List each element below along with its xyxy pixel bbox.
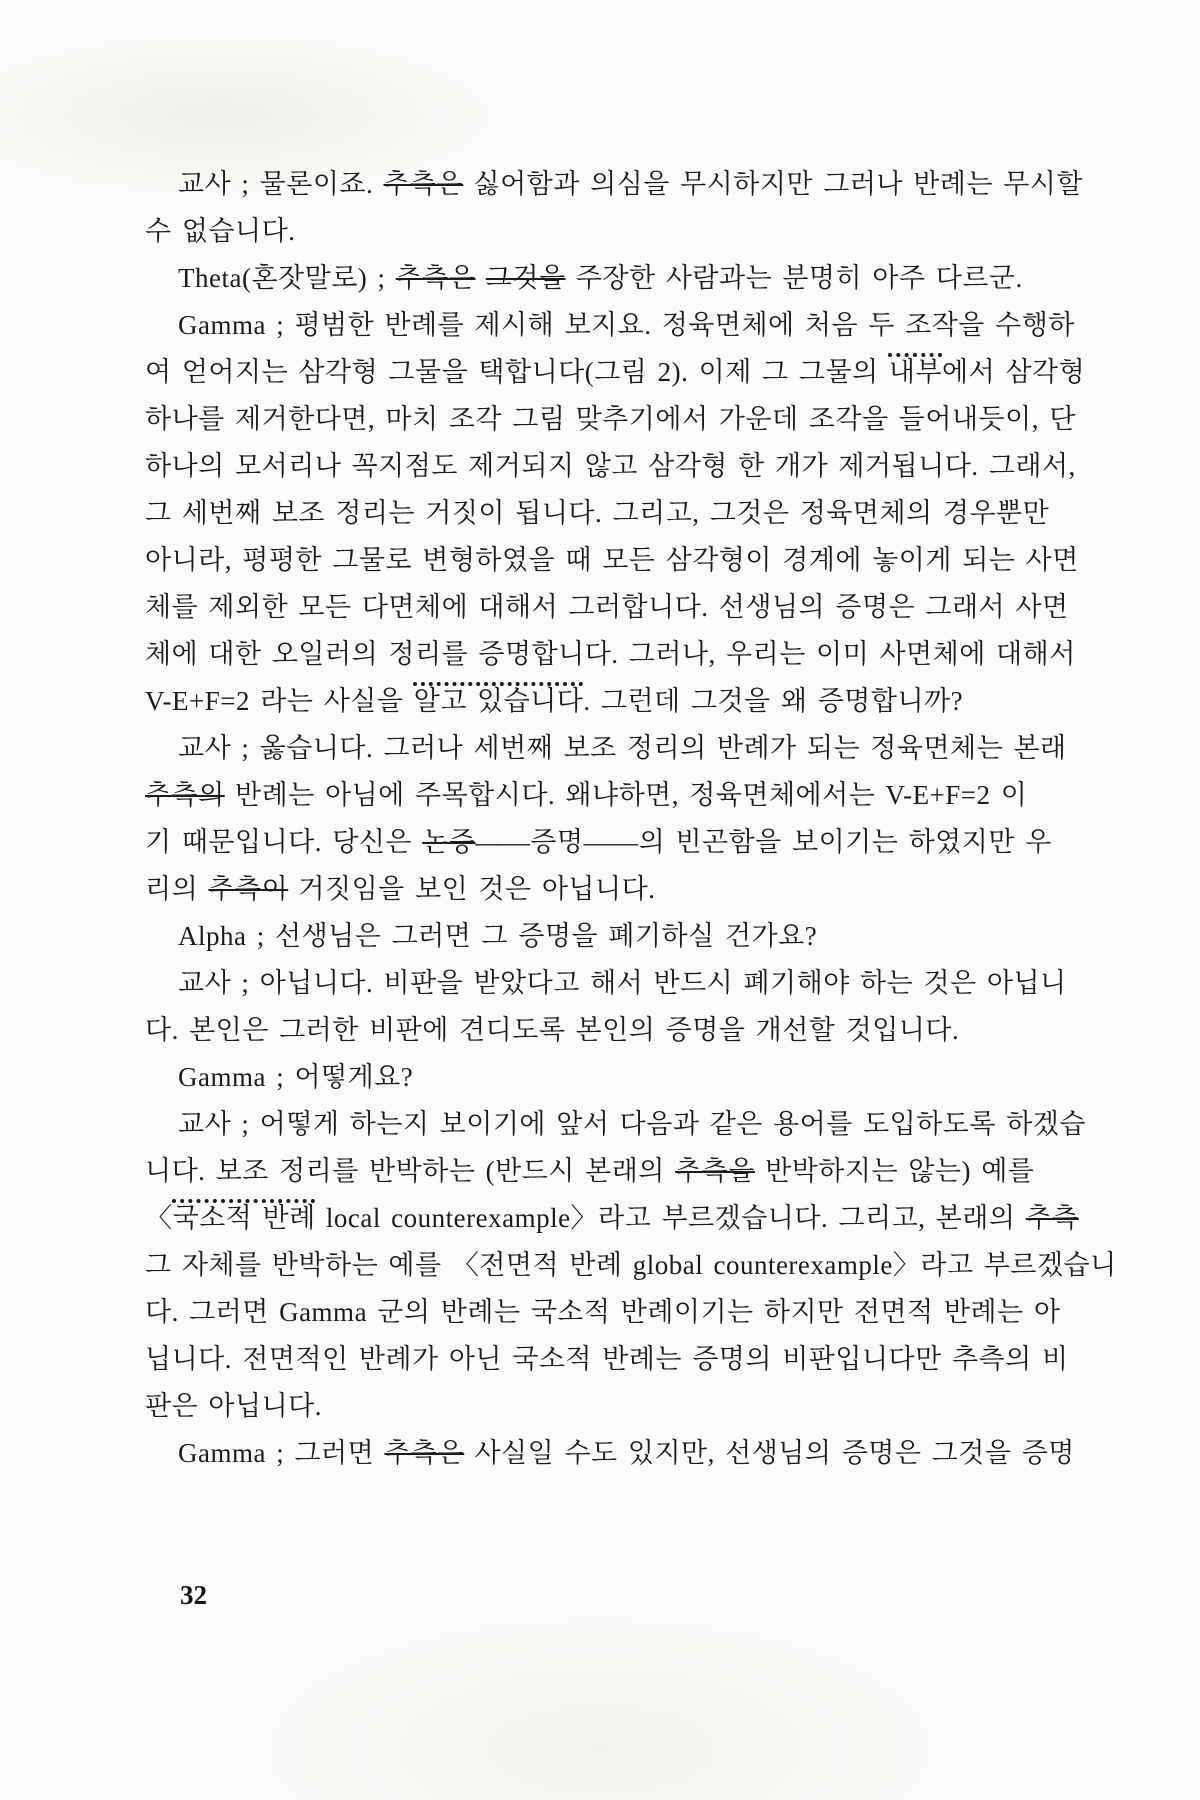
- text-run: 교사 ; 물론이죠.: [178, 169, 384, 199]
- text-line: [145, 349, 1086, 396]
- text-run: 아니라, 평평한 그물로 변형하였을 때 모든 삼각형이 경계에 놓이게 되는 사면: [145, 545, 1079, 575]
- text-line: [145, 1289, 1061, 1336]
- text-run: 체를 제외한 모든 다면체에 대해서 그러합니다. 선생님의 증명은 그래서 사면: [145, 592, 1069, 622]
- dot-emphasis-text: 내부: [888, 357, 943, 387]
- text-line: [145, 631, 1076, 678]
- text-line: [145, 1383, 1061, 1430]
- text-line: [145, 913, 1061, 960]
- text-run: 닙니다. 전면적인 반례가 아닌 국소적 반례는 증명의 비판입니다만 추측의 비: [145, 1344, 1069, 1374]
- text-run: 수 없습니다.: [145, 216, 296, 246]
- text-line: [145, 772, 1061, 819]
- text-line: [145, 725, 1067, 772]
- text-run: [476, 263, 486, 293]
- page-text: [145, 161, 1117, 1477]
- struck-emphasis-text: 그것을: [485, 263, 566, 293]
- text-run: Alpha ; 선생님은 그러면 그 증명을 폐기하실 건가요?: [178, 921, 818, 951]
- text-line: [145, 819, 1061, 866]
- text-run: 사실일 수도 있지만, 선생님의 증명은 그것을 증명: [464, 1438, 1075, 1468]
- text-line: [145, 208, 1061, 255]
- text-run: V-E+F=2 라는 사실을: [145, 686, 414, 716]
- text-line: [145, 1195, 1079, 1242]
- text-run: 여 얻어지는 삼각형 그물을 택합니다(그림 2). 이제 그 그물의: [145, 357, 889, 387]
- text-run: 다. 그러면 Gamma 군의 반례는 국소적 반례이기는 하지만 전면적 반례는 아: [145, 1297, 1061, 1327]
- struck-emphasis-text: 추측은: [395, 263, 476, 293]
- struck-emphasis-text: 논증: [422, 827, 476, 857]
- text-run: 에서 삼각형: [942, 357, 1086, 387]
- text-run: 니다. 보조 정리를 반박하는 (반드시 본래의: [145, 1156, 676, 1186]
- text-run: 반례는 아님에 주목합시다. 왜냐하면, 정육면체에서는 V-E+F=2 이: [224, 780, 1028, 810]
- text-line: [145, 1054, 1061, 1101]
- text-run: ——증명——의 빈곤함을 보이기는 하였지만 우: [475, 827, 1052, 857]
- text-run: 반박하지는 않는) 예를: [754, 1156, 1035, 1186]
- page-number: 32: [180, 1580, 207, 1610]
- text-line: [145, 255, 1061, 302]
- struck-emphasis-text: 추측은: [383, 169, 464, 199]
- text-line: [145, 1148, 1061, 1195]
- text-run: Gamma ; 어떻게요?: [178, 1062, 414, 1092]
- text-line: [145, 1007, 1061, 1054]
- text-run: 그 세번째 보조 정리는 거짓이 됩니다. 그리고, 그것은 정육면체의 경우뿐만: [145, 498, 1050, 528]
- text-run: 판은 아닙니다.: [145, 1391, 322, 1421]
- text-run: 싫어함과 의심을 무시하지만 그러나 반례는 무시할: [463, 169, 1083, 199]
- struck-emphasis-text: 추측의: [145, 780, 225, 810]
- struck-emphasis-text: 추측은: [384, 1438, 465, 1468]
- text-run: 교사 ; 아닙니다. 비판을 받았다고 해서 반드시 폐기해야 하는 것은 아닙니: [178, 968, 1067, 998]
- text-line: [145, 678, 1061, 725]
- text-run: 기 때문입니다. 당신은: [145, 827, 423, 857]
- text-run: Gamma ; 평범한 반례를 제시해 보지요. 정육면체에 처음 두 조작을 수행하: [178, 310, 1075, 340]
- struck-emphasis-text: 추측을: [675, 1156, 755, 1186]
- text-line: [145, 396, 1076, 443]
- dot-emphasis-text: 국소적 반례: [172, 1203, 316, 1233]
- text-line: [145, 1101, 1086, 1148]
- text-run: local counterexample〉라고 부르겠습니다. 그리고, 본래의: [315, 1203, 1026, 1233]
- text-run: 〈: [145, 1203, 173, 1233]
- text-line: [145, 1336, 1069, 1383]
- struck-emphasis-text: 추측: [1025, 1203, 1079, 1233]
- text-line: [145, 866, 1061, 913]
- text-line: [145, 1242, 1117, 1289]
- struck-emphasis-text: 추측이: [208, 874, 289, 904]
- text-run: 주장한 사람과는 분명히 아주 다르군.: [565, 263, 1023, 293]
- text-run: 다. 본인은 그러한 비판에 견디도록 본인의 증명을 개선할 것입니다.: [145, 1015, 960, 1045]
- text-line: [145, 584, 1069, 631]
- text-run: . 그런데 그것을 왜 증명합니까?: [583, 686, 964, 716]
- text-run: 체에 대한 오일러의 정리를 증명합니다. 그러나, 우리는 이미 사면체에 대해서: [145, 639, 1076, 669]
- text-line: [145, 960, 1067, 1007]
- text-run: 교사 ; 옳습니다. 그러나 세번째 보조 정리의 반례가 되는 정육면체는 본래: [178, 733, 1067, 763]
- text-line: [145, 302, 1075, 349]
- text-run: Gamma ; 그러면: [178, 1438, 385, 1468]
- text-line: [145, 490, 1061, 537]
- dot-emphasis-text: 알고 있습니다: [413, 686, 584, 716]
- text-run: 거짓임을 보인 것은 아닙니다.: [288, 874, 656, 904]
- text-run: 하나의 모서리나 꼭지점도 제거되지 않고 삼각형 한 개가 제거됩니다. 그래서,: [145, 451, 1076, 481]
- text-line: [145, 537, 1079, 584]
- text-line: [145, 1430, 1075, 1477]
- text-run: 그 자체를 반박하는 예를 〈전면적 반례 global counterexample〉라고 부르겠습니: [145, 1250, 1117, 1280]
- text-run: 교사 ; 어떻게 하는지 보이기에 앞서 다음과 같은 용어를 도입하도록 하겠습: [178, 1109, 1086, 1139]
- text-run: 하나를 제거한다면, 마치 조각 그림 맞추기에서 가운데 조각을 들어내듯이, 단: [145, 404, 1076, 434]
- text-line: [145, 161, 1083, 208]
- text-line: [145, 443, 1076, 490]
- text-run: Theta(혼잣말로) ;: [178, 263, 396, 293]
- text-run: 리의: [145, 874, 209, 904]
